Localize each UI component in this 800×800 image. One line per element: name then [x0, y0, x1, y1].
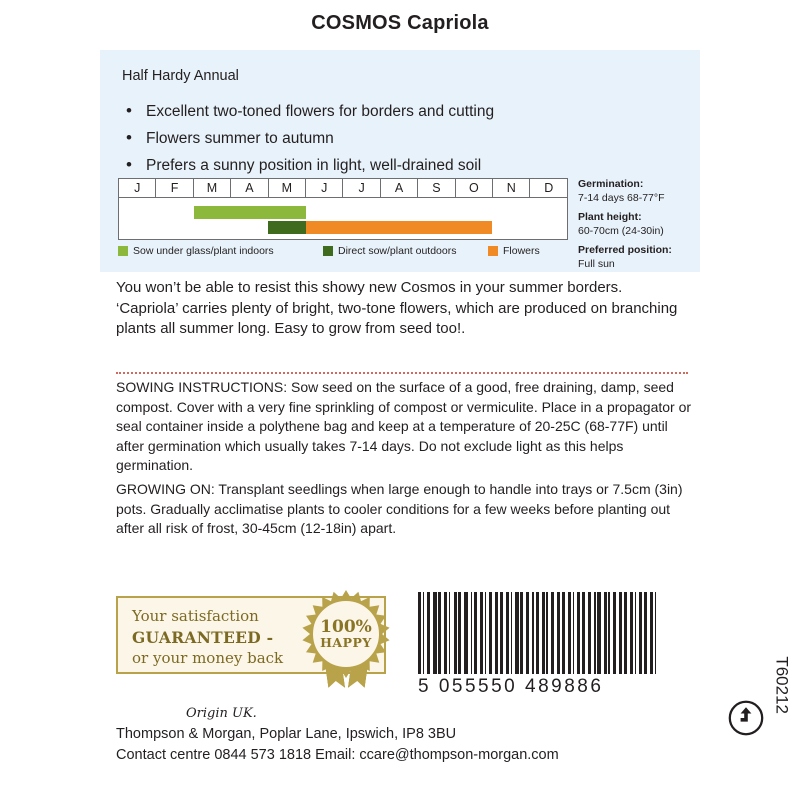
- fact-preferred-position: [578, 244, 694, 271]
- guarantee-line-1: Your satisfaction: [132, 607, 259, 625]
- calendar-bar-sow-indoors: [194, 206, 306, 219]
- feature-bullet-list: [122, 100, 680, 177]
- legend-label: Flowers: [503, 245, 540, 257]
- hardiness-label: Half Hardy Annual: [122, 68, 239, 84]
- fact-label: Preferred position:: [578, 244, 672, 256]
- list-item: • Prefers a sunny position in light, well-drained soil: [122, 154, 680, 177]
- list-item: • Excellent two-toned flowers for borders and cutting: [122, 100, 680, 123]
- legend-label: Direct sow/plant outdoors: [338, 245, 457, 257]
- section-heading: GROWING ON:: [116, 481, 215, 497]
- list-item: • Flowers summer to autumn: [122, 127, 680, 150]
- fact-plant-height: [578, 211, 694, 238]
- legend-item-sow-outdoors: [323, 245, 488, 257]
- sowing-calendar: [118, 178, 568, 257]
- barcode: [418, 592, 660, 698]
- product-code: T60212: [773, 656, 792, 714]
- section-body: Sow seed on the surface of a good, free draining, damp, seed compost. Cover with a very fine sprinkling of compost or vermiculite. Place in a propagator or seal container inside a polythene bag and keep at a temperature of 20-25C (68-77F) until after germination which usually takes 7-14 days. Do not exclude light as this helps germination.: [116, 379, 692, 473]
- month-cell: A: [231, 179, 268, 198]
- guarantee-line-2: GUARANTEED -: [132, 628, 274, 647]
- address-line: Thompson & Morgan, Poplar Lane, Ipswich, IP8 3BU: [116, 726, 457, 742]
- divider: [116, 372, 688, 374]
- company-address: [116, 724, 676, 766]
- month-cell: F: [156, 179, 193, 198]
- calendar-legend: [118, 245, 568, 257]
- month-cell: J: [343, 179, 380, 198]
- calendar-bar-flowers: [306, 221, 493, 234]
- section-heading: SOWING INSTRUCTIONS:: [116, 379, 288, 395]
- barcode-number: 5 055550 489886: [418, 676, 604, 697]
- barcode-bars: [418, 592, 660, 674]
- rosette-icon: [296, 584, 396, 690]
- badge-percent: 100%: [320, 616, 372, 637]
- barcode-bar: [655, 592, 657, 674]
- origin-text: Origin UK.: [186, 706, 257, 721]
- fact-germination: [578, 178, 694, 205]
- month-cell: D: [530, 179, 568, 198]
- fact-value: 60-70cm (24-30in): [578, 224, 664, 237]
- legend-label: Sow under glass/plant indoors: [133, 245, 274, 257]
- intro-paragraph: You won’t be able to resist this showy new Cosmos in your summer borders. ‘Capriola’ carries plenty of bright, two-tone flowers, which are produced on branching plants all summer long. Easy to grow from seed too!.: [116, 279, 678, 337]
- contact-line: Contact centre 0844 573 1818 Email: ccare@thompson-morgan.com: [116, 747, 559, 763]
- plant-facts: [578, 178, 694, 277]
- month-cell: A: [380, 179, 417, 198]
- legend-item-sow-indoors: [118, 245, 323, 257]
- growing-on-instructions: [116, 480, 696, 539]
- fact-value: Full sun: [578, 257, 615, 270]
- sowing-instructions: [116, 378, 696, 476]
- guarantee-text: [132, 606, 312, 669]
- rosette-center: [310, 598, 382, 670]
- fact-label: Plant height:: [578, 211, 642, 223]
- calendar-month-header: [118, 178, 568, 198]
- badge-happy: HAPPY: [320, 634, 372, 650]
- calendar-bar-area: [118, 198, 568, 240]
- legend-swatch: [118, 246, 128, 256]
- guarantee-badge: [116, 596, 386, 674]
- month-cell: M: [268, 179, 305, 198]
- month-cell: S: [418, 179, 455, 198]
- month-cell: J: [306, 179, 343, 198]
- fact-label: Germination:: [578, 178, 644, 190]
- month-cell: O: [455, 179, 492, 198]
- recycle-icon: [728, 700, 764, 736]
- legend-item-flowers: [488, 245, 540, 257]
- section-body: Transplant seedlings when large enough to handle into trays or 7.5cm (3in) pots. Gradually acclimatise plants to cooler conditions for a few weeks before planting out after all risk of frost, 30-45cm (12-18in) apart.: [116, 481, 683, 536]
- legend-swatch: [488, 246, 498, 256]
- legend-swatch: [323, 246, 333, 256]
- guarantee-line-3: or your money back: [132, 649, 284, 667]
- month-cell: N: [493, 179, 530, 198]
- page-title: COSMOS Capriola: [311, 12, 489, 34]
- month-cell: M: [193, 179, 230, 198]
- month-cell: J: [119, 179, 156, 198]
- fact-value: 7-14 days 68-77°F: [578, 191, 665, 204]
